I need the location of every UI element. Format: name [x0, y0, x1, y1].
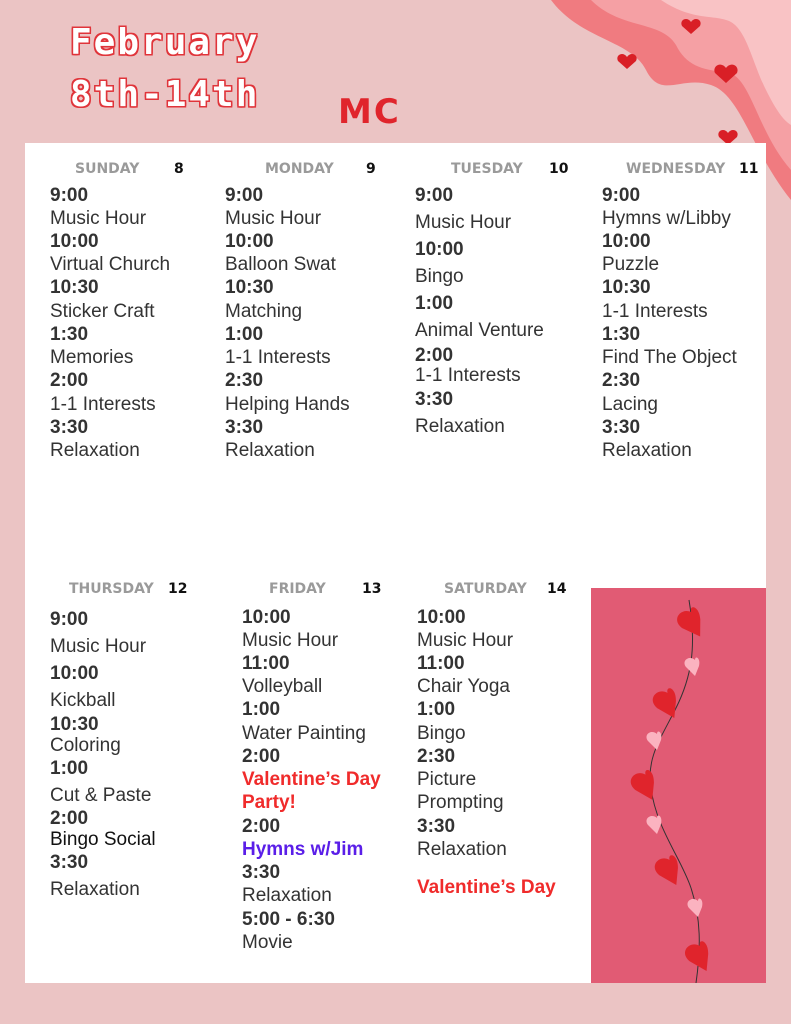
time: 10:00: [417, 607, 466, 628]
activity: Animal Venture: [415, 320, 544, 341]
time: 10:30: [225, 277, 274, 298]
time: 2:00: [50, 808, 89, 829]
time: 9:00: [602, 185, 641, 206]
valentines-day-note: Valentine’s Day: [417, 877, 556, 898]
activity: Find The Object: [602, 347, 737, 368]
activity: Bingo Social: [50, 829, 156, 850]
time: 10:00: [415, 239, 464, 260]
day-label: THURSDAY: [69, 581, 154, 597]
day-friday: [242, 581, 412, 961]
time: 2:00: [242, 746, 281, 767]
activity: Kickball: [50, 690, 116, 711]
activity: Water Painting: [242, 723, 366, 744]
activity: 1-1 Interests: [415, 365, 521, 386]
activity: Relaxation: [242, 885, 332, 906]
activity: Relaxation: [225, 440, 315, 461]
time: 3:30: [415, 389, 454, 410]
facility-badge: MC: [338, 92, 401, 132]
time: 2:30: [225, 370, 264, 391]
activity: Music Hour: [50, 636, 147, 657]
activity: Relaxation: [602, 440, 692, 461]
time: 3:30: [602, 417, 641, 438]
time: 9:00: [225, 185, 264, 206]
activity: Coloring: [50, 735, 121, 756]
time: 5:00 - 6:30: [242, 909, 335, 930]
time: 10:00: [242, 607, 291, 628]
day-wednesday: [602, 161, 766, 501]
day-date: 14: [547, 581, 567, 597]
day-label: SUNDAY: [75, 161, 140, 177]
time: 2:30: [602, 370, 641, 391]
valentines-party-event-line2: Party!: [242, 792, 296, 813]
time: 10:30: [602, 277, 651, 298]
heart-garland-panel: [591, 588, 766, 983]
time: 10:00: [50, 663, 99, 684]
activity: 1-1 Interests: [602, 301, 708, 322]
time: 11:00: [242, 653, 290, 674]
day-thursday: [50, 581, 230, 941]
activity: Helping Hands: [225, 394, 350, 415]
day-label: MONDAY: [265, 161, 334, 177]
time: 1:00: [225, 324, 264, 345]
hymns-event: Hymns w/Jim: [242, 839, 364, 860]
day-tuesday: [415, 161, 595, 501]
activity: Relaxation: [50, 879, 140, 900]
activity: Matching: [225, 301, 303, 322]
time: 3:30: [50, 417, 89, 438]
time: 10:30: [50, 277, 99, 298]
day-saturday: [417, 581, 587, 921]
activity: Music Hour: [50, 208, 147, 229]
activity: Cut & Paste: [50, 785, 152, 806]
activity: Sticker Craft: [50, 301, 155, 322]
activity-line2: Prompting: [417, 792, 504, 813]
activity: Relaxation: [415, 416, 505, 437]
title-date-range: 8th-14th: [70, 74, 260, 115]
time: 1:00: [417, 699, 456, 720]
heart-garland-icon: [591, 588, 766, 983]
day-label: TUESDAY: [451, 161, 523, 177]
activity: Chair Yoga: [417, 676, 510, 697]
activity: Lacing: [602, 394, 658, 415]
time: 9:00: [50, 609, 89, 630]
time: 3:30: [242, 862, 281, 883]
time: 9:00: [415, 185, 454, 206]
day-date: 8: [174, 161, 184, 177]
time: 10:00: [50, 231, 99, 252]
time: 9:00: [50, 185, 89, 206]
activity: Music Hour: [417, 630, 514, 651]
activity: 1-1 Interests: [225, 347, 331, 368]
activity: Picture: [417, 769, 477, 790]
time: 2:00: [415, 345, 454, 366]
time: 1:30: [602, 324, 641, 345]
activity: Puzzle: [602, 254, 660, 275]
time: 1:00: [242, 699, 281, 720]
activity: Music Hour: [225, 208, 322, 229]
day-date: 9: [366, 161, 376, 177]
title-month: February: [70, 22, 260, 63]
activity: Movie: [242, 932, 293, 953]
day-date: 12: [168, 581, 188, 597]
day-sunday: [50, 161, 220, 501]
activity: Relaxation: [417, 839, 507, 860]
activity: Balloon Swat: [225, 254, 336, 275]
day-label: FRIDAY: [269, 581, 326, 597]
activity: Hymns w/Libby: [602, 208, 731, 229]
time: 1:30: [50, 324, 89, 345]
activity: Bingo: [415, 266, 464, 287]
activity: Music Hour: [242, 630, 339, 651]
time: 2:00: [242, 816, 281, 837]
time: 11:00: [417, 653, 465, 674]
time: 1:00: [415, 293, 454, 314]
day-label: WEDNESDAY: [626, 161, 726, 177]
day-label: SATURDAY: [444, 581, 527, 597]
time: 3:30: [417, 816, 456, 837]
activity: Volleyball: [242, 676, 323, 697]
time: 2:30: [417, 746, 456, 767]
activity: Relaxation: [50, 440, 140, 461]
time: 10:00: [602, 231, 651, 252]
time: 3:30: [50, 852, 89, 873]
activity: Music Hour: [415, 212, 512, 233]
time: 10:00: [225, 231, 274, 252]
day-date: 11: [739, 161, 759, 177]
activity: Bingo: [417, 723, 466, 744]
day-date: 13: [362, 581, 382, 597]
activity: Virtual Church: [50, 254, 171, 275]
activity: Memories: [50, 347, 134, 368]
time: 10:30: [50, 714, 99, 735]
day-monday: [225, 161, 405, 501]
valentines-party-event: Valentine’s Day: [242, 769, 381, 790]
time: 2:00: [50, 370, 89, 391]
activity: 1-1 Interests: [50, 394, 156, 415]
day-date: 10: [549, 161, 569, 177]
time: 3:30: [225, 417, 264, 438]
time: 1:00: [50, 758, 89, 779]
